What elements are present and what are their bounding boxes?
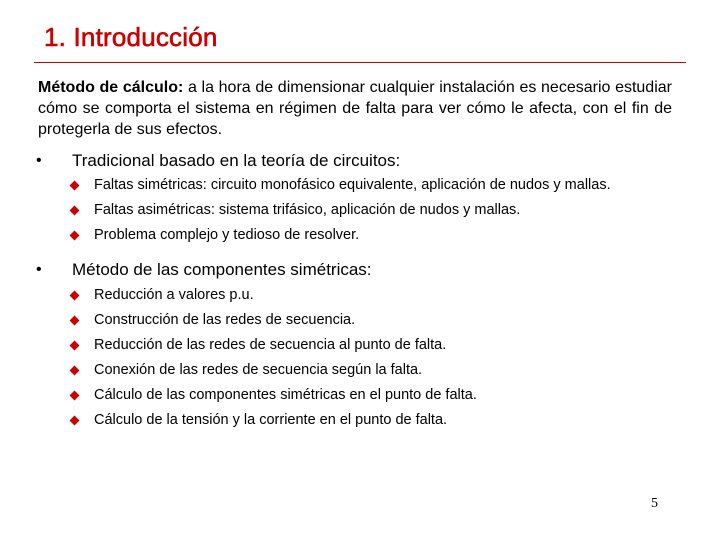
section-traditional <box>0 151 720 252</box>
title-underline <box>34 62 686 63</box>
list-item-text: Reducción de las redes de secuencia al punto de falta. <box>94 337 447 353</box>
list-item <box>0 177 720 202</box>
section-header <box>0 260 720 284</box>
list-item <box>0 227 720 252</box>
list-item-text: Cálculo de las componentes simétricas en el punto de falta. <box>94 387 477 403</box>
red-diamond-icon <box>70 341 80 351</box>
section-title: Tradicional basado en la teoría de circuitos: <box>72 151 401 170</box>
list-item <box>0 287 720 312</box>
red-diamond-icon <box>70 316 80 326</box>
section-symmetrical-components <box>0 260 720 437</box>
bullet-dot-icon: • <box>36 261 42 278</box>
list-item <box>0 362 720 387</box>
red-diamond-icon <box>70 416 80 426</box>
list-item <box>0 412 720 437</box>
red-diamond-icon <box>70 291 80 301</box>
list-item-text: Conexión de las redes de secuencia según la falta. <box>94 362 423 378</box>
list-item-text: Cálculo de la tensión y la corriente en el punto de falta. <box>94 412 448 428</box>
red-diamond-icon <box>70 231 80 241</box>
list-item <box>0 337 720 362</box>
list-item <box>0 387 720 412</box>
red-diamond-icon <box>70 391 80 401</box>
list-item <box>0 202 720 227</box>
section-title: Método de las componentes simétricas: <box>72 260 372 279</box>
section-header <box>0 151 720 175</box>
list-item-text: Faltas simétricas: circuito monofásico equivalente, aplicación de nudos y mallas. <box>94 177 611 193</box>
list-item-text: Faltas asimétricas: sistema trifásico, aplicación de nudos y mallas. <box>94 202 521 218</box>
list-item-text: Construcción de las redes de secuencia. <box>94 312 356 328</box>
sub-list <box>0 177 720 252</box>
list-item <box>0 312 720 337</box>
intro-text: a la hora de dimensionar cualquier instalación es necesario estudiar cómo se comporta el sistema en régimen de falta para ver cómo le afecta, con el fin de protegerla de sus efectos. <box>38 79 672 138</box>
intro-term: Método de cálculo: <box>38 79 184 96</box>
slide-title: 1. Introducción <box>44 22 218 52</box>
red-diamond-icon <box>70 206 80 216</box>
list-item-text: Problema complejo y tedioso de resolver. <box>94 227 360 243</box>
red-diamond-icon <box>70 366 80 376</box>
bullet-dot-icon: • <box>36 152 42 169</box>
red-diamond-icon <box>70 181 80 191</box>
list-item-text: Reducción a valores p.u. <box>94 287 254 303</box>
sub-list <box>0 287 720 437</box>
intro-paragraph <box>38 77 672 140</box>
page-number: 5 <box>651 496 658 511</box>
